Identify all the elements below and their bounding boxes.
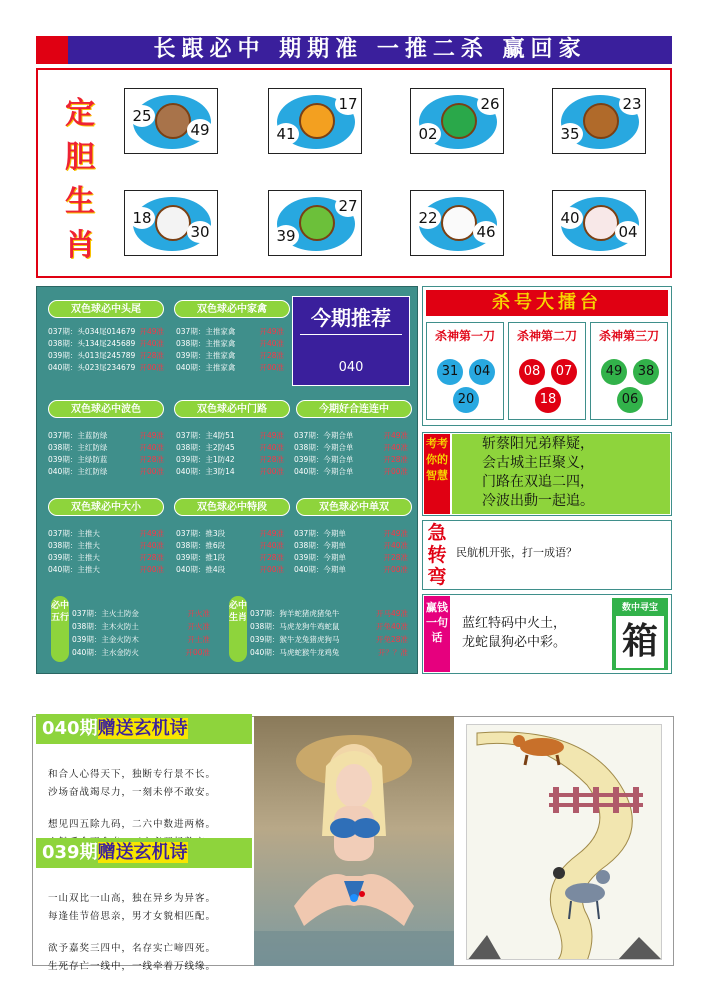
- prediction-row: [72, 621, 212, 632]
- prediction-text: 038期：今期单: [294, 541, 346, 550]
- zodiac-title-char: 肖: [65, 228, 95, 263]
- kill-ball: 07: [551, 359, 577, 385]
- kill-knife: [426, 322, 504, 420]
- zodiac-number: 40: [557, 207, 583, 229]
- zodiac-card: [410, 88, 504, 154]
- category-label: 双色球必中波色: [48, 400, 164, 418]
- kill-knife-label: 杀神第一刀: [434, 329, 495, 343]
- kill-knife-label: 杀神第二刀: [516, 329, 577, 343]
- prediction-row: [48, 338, 166, 349]
- zodiac-number: 25: [129, 105, 155, 127]
- kill-ball: 08: [519, 359, 545, 385]
- prediction-row: [176, 338, 286, 349]
- quiz-line: 会古城主臣聚义，: [482, 455, 594, 471]
- category-label: 双色球必中单双: [296, 498, 412, 516]
- prediction-text: 040期：今期单: [294, 565, 346, 574]
- rabbit-icon: [583, 205, 619, 241]
- prediction-result: 开28准: [383, 455, 408, 464]
- prediction-row: [72, 634, 212, 645]
- prediction-text: 040期：头023尾234679: [48, 363, 136, 372]
- kill-knife: [590, 322, 668, 420]
- prediction-row: [250, 621, 410, 632]
- tiger-icon: [299, 103, 335, 139]
- zodiac-card: [124, 88, 218, 154]
- prediction-row: [48, 454, 166, 465]
- zodiac-number: 17: [335, 93, 361, 115]
- prediction-result: 开00准: [139, 565, 164, 574]
- quiz-wisdom-tag: 考考你的智慧: [424, 434, 450, 514]
- prediction-row: [72, 647, 212, 658]
- prediction-text: 040期：主推大: [48, 565, 100, 574]
- prediction-row: [48, 552, 166, 563]
- hint-drawing-svg: [467, 725, 662, 960]
- prediction-row: [294, 528, 410, 539]
- prediction-row: [48, 430, 166, 441]
- poem-line: 每逢佳节倍思亲，男才女貌相匹配。: [48, 911, 217, 922]
- prediction-result: 开28准: [259, 351, 284, 360]
- category-label: 双色球必中门路: [174, 400, 290, 418]
- prediction-text: 039期：推1段: [176, 553, 226, 562]
- prediction-row: [176, 466, 286, 477]
- zodiac-card: [268, 88, 362, 154]
- prediction-text: 040期：推4段: [176, 565, 226, 574]
- category-label: 双色球必中家禽: [174, 300, 290, 318]
- prediction-result: 开28准: [259, 455, 284, 464]
- prediction-text: 037期：今期合单: [294, 431, 354, 440]
- prediction-result: 开兔40准: [375, 622, 408, 631]
- photo-illustration: [254, 716, 454, 966]
- prediction-text: 037期：主火土防金: [72, 609, 139, 618]
- prediction-row: [48, 466, 166, 477]
- prediction-text: 038期：头134尾245689: [48, 339, 136, 348]
- prediction-row: [176, 454, 286, 465]
- zodiac-number: 46: [473, 221, 499, 243]
- prediction-text: 038期：马虎龙狗牛鸡蛇鼠: [250, 622, 340, 631]
- rooster-icon: [441, 205, 477, 241]
- recommend-divider: [300, 334, 402, 335]
- zodiac-title-char: 胆: [65, 140, 95, 175]
- win-phrase-line: 龙蛇鼠狗必中彩。: [462, 635, 567, 650]
- poem-line: 和合人心得天下，独断专行景不长。: [48, 769, 217, 780]
- zodiac-number: 39: [273, 225, 299, 247]
- kill-ball: 06: [617, 387, 643, 413]
- prediction-text: 040期：主水金防火: [72, 648, 139, 657]
- prediction-result: 开49准: [259, 431, 284, 440]
- prediction-result: 开00准: [139, 363, 164, 372]
- quiz-line: 冷波出動一起追。: [482, 493, 594, 509]
- kill-ball: 20: [453, 387, 479, 413]
- prediction-row: [48, 350, 166, 361]
- zodiac-number: 49: [187, 119, 213, 141]
- prediction-text: 038期：推6段: [176, 541, 226, 550]
- zodiac-card: [552, 190, 646, 256]
- wuxing-label: 必中五行: [51, 596, 69, 662]
- prediction-row: [48, 326, 166, 337]
- prediction-text: 039期：主1防42: [176, 455, 235, 464]
- prediction-text: 037期：推3段: [176, 529, 226, 538]
- prediction-result: 开49准: [259, 327, 284, 336]
- prediction-row: [176, 362, 286, 373]
- poem-title-rest: 赠送玄机诗: [97, 718, 188, 739]
- prediction-result: 开00准: [185, 648, 210, 657]
- kill-ball: 31: [437, 359, 463, 385]
- prediction-result: 开49准: [139, 529, 164, 538]
- hint-drawing: [466, 724, 662, 960]
- treasure-word: 箱: [616, 616, 664, 668]
- quiz-line: 斩蔡阳兄弟释疑，: [482, 436, 594, 452]
- zodiac-number: 02: [415, 123, 441, 145]
- category-label: 今期好合连连中: [296, 400, 412, 418]
- win-phrase-tag: 赢钱一句话: [424, 596, 450, 672]
- prediction-row: [176, 552, 286, 563]
- prediction-row: [294, 564, 410, 575]
- prediction-result: 开00准: [383, 467, 408, 476]
- poem-title-number: 040期: [42, 718, 98, 739]
- prediction-result: 开40准: [139, 443, 164, 452]
- poem-title-number: 039期: [42, 842, 98, 863]
- prediction-result: 开40准: [383, 541, 408, 550]
- prediction-row: [48, 528, 166, 539]
- zodiac-number: 30: [187, 221, 213, 243]
- zodiac-number: 35: [557, 123, 583, 145]
- prediction-result: 开00准: [139, 467, 164, 476]
- prediction-text: 040期：主3防14: [176, 467, 235, 476]
- prediction-result: 开40准: [259, 443, 284, 452]
- prediction-result: 开40准: [383, 443, 408, 452]
- kill-ball: 49: [601, 359, 627, 385]
- poem-line: 想见四五除九码，二六中数进两格。: [48, 819, 217, 830]
- prediction-result: 开40准: [259, 541, 284, 550]
- prediction-row: [72, 608, 212, 619]
- prediction-text: 039期：主绿防蓝: [48, 455, 108, 464]
- prediction-text: 038期：主推家禽: [176, 339, 236, 348]
- prediction-result: 开49准: [383, 431, 408, 440]
- prediction-text: 037期：主推家禽: [176, 327, 236, 336]
- category-label: 双色球必中头尾: [48, 300, 164, 318]
- recommend-title: 今期推荐: [311, 306, 391, 330]
- poem-title: [36, 714, 252, 744]
- prediction-result: 开49准: [139, 431, 164, 440]
- model-photo: [254, 716, 454, 966]
- prediction-text: 037期：主蓝防绿: [48, 431, 108, 440]
- prediction-row: [176, 442, 286, 453]
- prediction-row: [294, 540, 410, 551]
- kill-ball: 04: [469, 359, 495, 385]
- zodiac-number: 18: [129, 207, 155, 229]
- poem-line: 沙场奋战竭尽力，一刻未停不敢安。: [48, 787, 217, 798]
- header-red-block: [36, 36, 68, 64]
- prediction-text: 037期：主4防51: [176, 431, 235, 440]
- prediction-result: 开40准: [139, 339, 164, 348]
- prediction-row: [250, 647, 410, 658]
- prediction-text: 037期：狗羊蛇猪虎猪兔牛: [250, 609, 340, 618]
- zodiac-card: [268, 190, 362, 256]
- dragon-icon: [299, 205, 335, 241]
- prediction-text: 039期：猴牛龙兔猪虎狗马: [250, 635, 340, 644]
- prediction-row: [48, 442, 166, 453]
- zodiac-card: [410, 190, 504, 256]
- monkey-icon: [583, 103, 619, 139]
- treasure-title: 数中寻宝: [621, 603, 658, 613]
- win-phrase-body: [462, 614, 566, 652]
- prediction-result: 开？？准: [378, 648, 408, 657]
- prediction-row: [250, 608, 410, 619]
- prediction-row: [48, 540, 166, 551]
- poem-title-rest: 赠送玄机诗: [97, 842, 188, 863]
- prediction-result: 开00准: [259, 565, 284, 574]
- prediction-text: 037期：主推大: [48, 529, 100, 538]
- prediction-text: 039期：主金火防木: [72, 635, 139, 644]
- prediction-text: 038期：主推大: [48, 541, 100, 550]
- prediction-result: 开28准: [259, 553, 284, 562]
- prediction-result: 开火准: [187, 609, 210, 618]
- prediction-result: 开28准: [139, 553, 164, 562]
- prediction-text: 038期：今期合单: [294, 443, 354, 452]
- ox-icon: [155, 103, 191, 139]
- prediction-result: 开28准: [139, 455, 164, 464]
- prediction-result: 开28准: [383, 553, 408, 562]
- prediction-text: 037期：今期单: [294, 529, 346, 538]
- poem-line: 生死存亡一线中，一线牵着万线缘。: [48, 961, 217, 972]
- prediction-row: [294, 442, 410, 453]
- zodiac-card: [124, 190, 218, 256]
- zodiac-title: [60, 92, 100, 268]
- prediction-result: 开00准: [259, 363, 284, 372]
- recommend-value: 040: [338, 360, 364, 375]
- prediction-result: 开火准: [187, 622, 210, 631]
- prediction-row: [176, 564, 286, 575]
- category-label: 双色球必中大小: [48, 498, 164, 516]
- prediction-result: 开49准: [383, 529, 408, 538]
- zodiac-title-char: 定: [65, 96, 95, 131]
- prediction-row: [294, 466, 410, 477]
- kill-title: 杀号大擂台: [426, 290, 668, 316]
- header-title: 长跟必中 期期准 一推二杀 赢回家: [68, 36, 672, 64]
- prediction-text: 038期：主红防绿: [48, 443, 108, 452]
- prediction-text: 039期：今期合单: [294, 455, 354, 464]
- kill-knife: [508, 322, 586, 420]
- prediction-result: 开兔28准: [375, 635, 408, 644]
- riddle-tag: 急转弯: [427, 522, 447, 588]
- kill-ball: 38: [633, 359, 659, 385]
- prediction-text: 040期：马虎蛇猴牛龙鸡兔: [250, 648, 340, 657]
- prediction-row: [176, 350, 286, 361]
- prediction-result: 开马49准: [375, 609, 408, 618]
- prediction-row: [294, 552, 410, 563]
- prediction-text: 040期：主推家禽: [176, 363, 236, 372]
- prediction-text: 037期：头034尾014679: [48, 327, 136, 336]
- zodiac-number: 04: [615, 221, 641, 243]
- quiz-line: 门路在双追二四，: [482, 474, 594, 490]
- prediction-result: 开00准: [259, 467, 284, 476]
- kill-knife-label: 杀神第三刀: [598, 329, 659, 343]
- prediction-result: 开40准: [259, 339, 284, 348]
- prediction-result: 开00准: [383, 565, 408, 574]
- zodiac-card: [552, 88, 646, 154]
- snake-icon: [441, 103, 477, 139]
- prediction-result: 开28准: [139, 351, 164, 360]
- poem-title: [36, 838, 252, 868]
- prediction-text: 039期：今期单: [294, 553, 346, 562]
- prediction-text: 039期：主推大: [48, 553, 100, 562]
- prediction-text: 040期：今期合单: [294, 467, 354, 476]
- riddle-text: 民航机开张，打一成语？: [456, 546, 577, 559]
- zodiac-number: 23: [619, 93, 645, 115]
- category-label: 双色球必中特段: [174, 498, 290, 516]
- prediction-row: [176, 540, 286, 551]
- cow-icon: [155, 205, 191, 241]
- zodiac-number: 22: [415, 207, 441, 229]
- prediction-text: 040期：主红防绿: [48, 467, 108, 476]
- kill-ball: 18: [535, 387, 561, 413]
- quiz-wisdom-body: [452, 434, 670, 514]
- prediction-row: [48, 564, 166, 575]
- zodiac-title-char: 生: [65, 184, 95, 219]
- prediction-text: 039期：头013尾245789: [48, 351, 136, 360]
- zodiac-number: 41: [273, 123, 299, 145]
- prediction-result: 开40准: [139, 541, 164, 550]
- poem-line: 欲予嘉奖三四中，名存实亡啼四死。: [48, 943, 217, 954]
- prediction-row: [48, 362, 166, 373]
- prediction-row: [176, 528, 286, 539]
- zodiac-number: 26: [477, 93, 503, 115]
- prediction-result: 开49准: [259, 529, 284, 538]
- prediction-text: 039期：主推家禽: [176, 351, 236, 360]
- prediction-row: [294, 454, 410, 465]
- prediction-result: 开49准: [139, 327, 164, 336]
- prediction-result: 开土准: [187, 635, 210, 644]
- prediction-row: [294, 430, 410, 441]
- win-phrase-line: 蓝红特码中火土，: [462, 616, 567, 631]
- shengxiao-label: 必中生肖: [229, 596, 247, 662]
- prediction-row: [176, 430, 286, 441]
- zodiac-number: 27: [335, 195, 361, 217]
- prediction-text: 038期：主2防45: [176, 443, 235, 452]
- prediction-row: [250, 634, 410, 645]
- prediction-row: [176, 326, 286, 337]
- prediction-text: 038期：主木火防土: [72, 622, 139, 631]
- poem-line: 一山双比一山高，独在异乡为异客。: [48, 893, 217, 904]
